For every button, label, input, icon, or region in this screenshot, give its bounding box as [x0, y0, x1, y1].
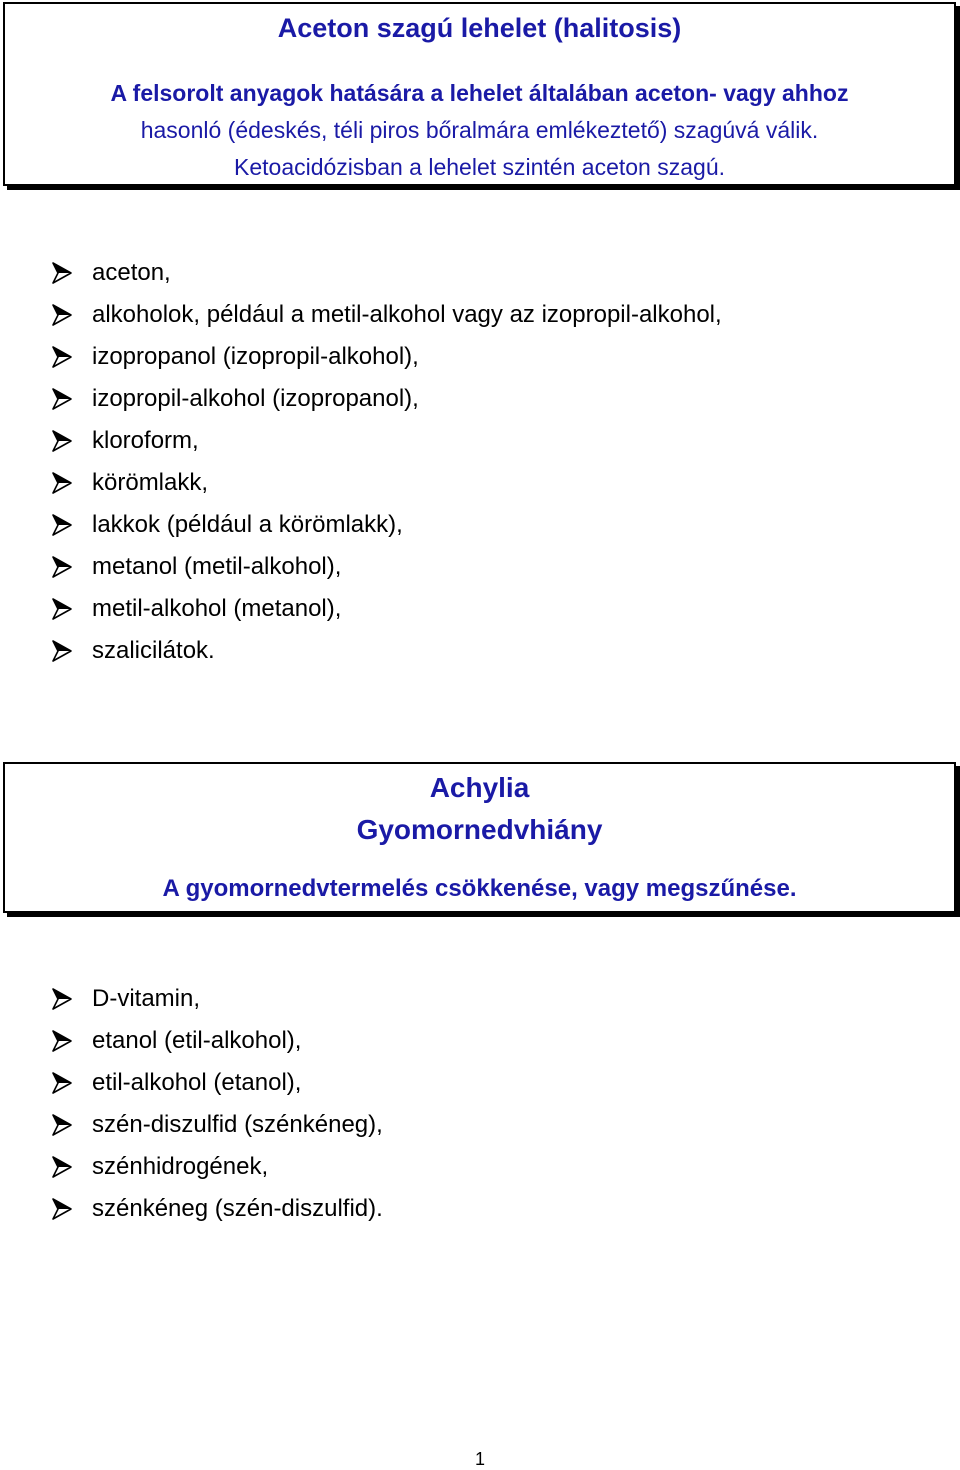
halitosis-substance-list	[50, 252, 722, 672]
list-item-label: szénkéneg (szén-diszulfid).	[92, 1195, 383, 1222]
list-item-label: aceton,	[92, 259, 171, 286]
achylia-box	[3, 762, 956, 913]
list-item	[50, 378, 722, 420]
list-item-label: alkoholok, például a metil-alkohol vagy az izopropil-alkohol,	[92, 301, 722, 328]
arrow-bullet-icon	[50, 555, 74, 579]
list-item-label: etil-alkohol (etanol),	[92, 1069, 302, 1096]
arrow-bullet-icon	[50, 471, 74, 495]
list-item	[50, 252, 722, 294]
arrow-bullet-icon	[50, 513, 74, 537]
achylia-hungarian-title: Gyomornedvhiány	[356, 814, 603, 845]
arrow-bullet-icon	[50, 387, 74, 411]
achylia-title: Achylia	[429, 772, 530, 803]
list-item	[50, 1188, 383, 1230]
list-item-label: kloroform,	[92, 427, 199, 454]
arrow-bullet-icon	[50, 1197, 74, 1221]
list-item-label: szén-diszulfid (szénkéneg),	[92, 1111, 383, 1138]
list-item-label: körömlakk,	[92, 469, 209, 496]
arrow-bullet-icon	[50, 1071, 74, 1095]
list-item-label: metanol (metil-alkohol),	[92, 553, 342, 580]
list-item	[50, 1104, 383, 1146]
arrow-bullet-icon	[50, 261, 74, 285]
list-item-label: szalicilátok.	[92, 637, 215, 664]
list-item-label: metil-alkohol (metanol),	[92, 595, 342, 622]
halitosis-title: Aceton szagú lehelet (halitosis)	[277, 13, 682, 43]
arrow-bullet-icon	[50, 303, 74, 327]
achylia-description: A gyomornedvtermelés csökkenése, vagy megszűnése.	[162, 875, 797, 902]
arrow-bullet-icon	[50, 1155, 74, 1179]
list-item-label: szénhidrogének,	[92, 1153, 269, 1180]
list-item-label: lakkok (például a körömlakk),	[92, 511, 403, 538]
arrow-bullet-icon	[50, 987, 74, 1011]
list-item	[50, 462, 722, 504]
list-item	[50, 978, 383, 1020]
halitosis-description-line-1: A felsorolt anyagok hatására a lehelet általában aceton- vagy ahhoz	[110, 80, 849, 106]
halitosis-description-line-2: hasonló (édeskés, téli piros bőralmára emlékeztető) szagúvá válik.	[140, 117, 819, 143]
list-item	[50, 630, 722, 672]
arrow-bullet-icon	[50, 1029, 74, 1053]
list-item	[50, 1020, 383, 1062]
list-item	[50, 1062, 383, 1104]
arrow-bullet-icon	[50, 429, 74, 453]
halitosis-box	[3, 2, 956, 186]
list-item	[50, 336, 722, 378]
list-item-label: izopropanol (izopropil-alkohol),	[92, 343, 419, 370]
halitosis-description-line-3: Ketoacidózisban a lehelet szintén aceton szagú.	[234, 154, 725, 180]
arrow-bullet-icon	[50, 597, 74, 621]
list-item	[50, 588, 722, 630]
list-item-label: etanol (etil-alkohol),	[92, 1027, 302, 1054]
list-item	[50, 1146, 383, 1188]
list-item	[50, 294, 722, 336]
arrow-bullet-icon	[50, 639, 74, 663]
arrow-bullet-icon	[50, 345, 74, 369]
arrow-bullet-icon	[50, 1113, 74, 1137]
page-number: 1	[474, 1449, 485, 1469]
list-item	[50, 420, 722, 462]
list-item	[50, 546, 722, 588]
list-item-label: izopropil-alkohol (izopropanol),	[92, 385, 419, 412]
achylia-substance-list	[50, 978, 383, 1230]
list-item	[50, 504, 722, 546]
list-item-label: D-vitamin,	[92, 985, 201, 1012]
